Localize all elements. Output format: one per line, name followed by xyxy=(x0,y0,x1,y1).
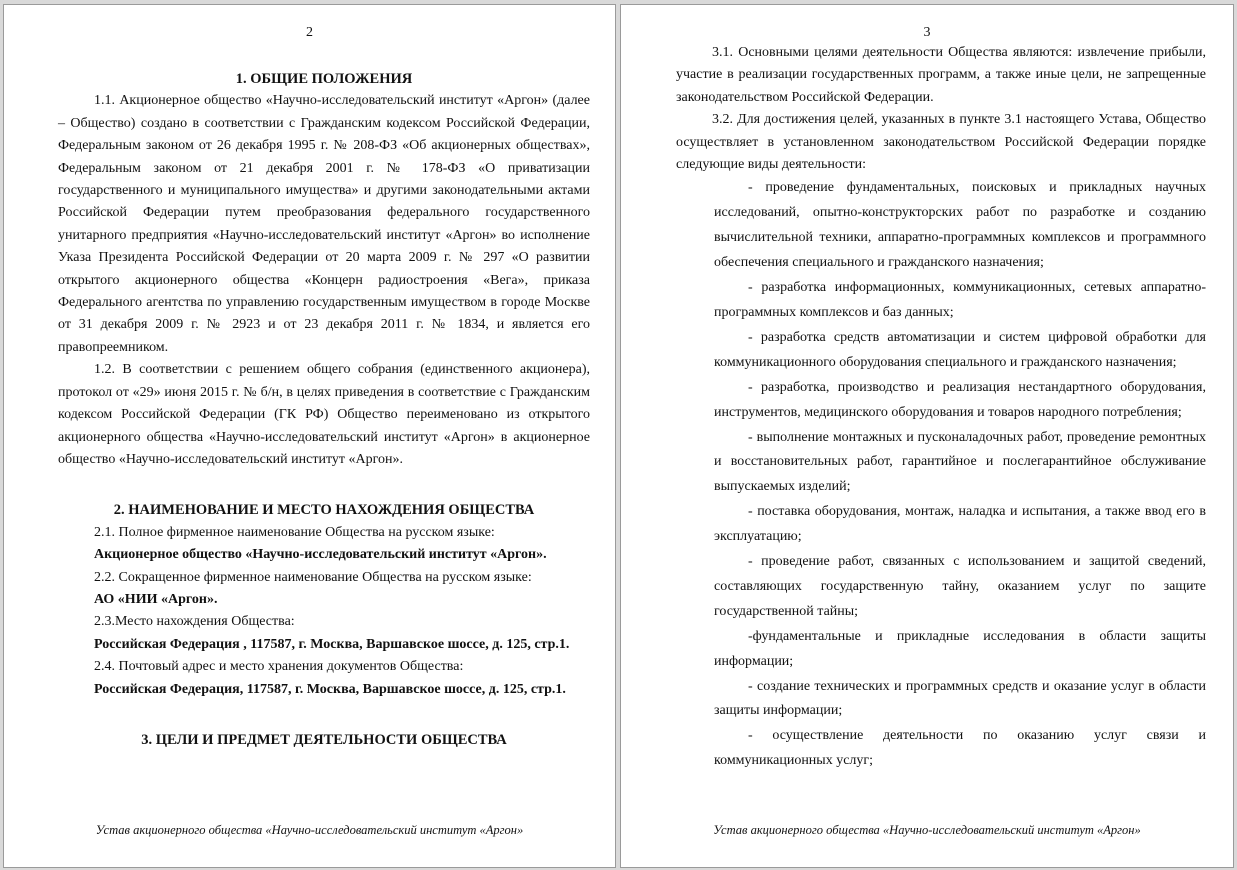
section-3-title: 3. ЦЕЛИ И ПРЕДМЕТ ДЕЯТЕЛЬНОСТИ ОБЩЕСТВА xyxy=(141,731,507,748)
list-item: - осуществление деятельности по оказанию услуг связи и коммуникационных услуг; xyxy=(714,728,1206,769)
paragraph-3-1: 3.1. Основными целями деятельности Общества являются: извлечение прибыли, участие в реализации государственных программ, а также иные цели, не запрещенные законодательством Российской Федерации. xyxy=(676,45,1206,105)
full-company-name: Акционерное общество «Научно-исследовательский институт «Аргон». xyxy=(94,547,547,563)
page-content xyxy=(58,5,590,751)
paragraph-2-2: 2.2. Сокращенное фирменное наименование Общества на русском языке: xyxy=(94,569,532,585)
page-footer: Устав акционерного общества «Научно-исследовательский институт «Аргон» xyxy=(95,823,524,837)
list-item: - проведение фундаментальных, поисковых и прикладных научных исследований, опытно-конструкторских работ по разработке и созданию вычислительной техники, аппаратно-программных комплексов и программного обеспечения специального и гражданского назначения; xyxy=(714,180,1206,271)
page-content xyxy=(676,42,1206,774)
short-company-name: АО «НИИ «Аргон». xyxy=(94,591,218,607)
paragraph-2-4: 2.4. Почтовый адрес и место хранения документов Общества: xyxy=(94,659,464,675)
section-1-title: 1. ОБЩИЕ ПОЛОЖЕНИЯ xyxy=(235,71,413,87)
document-page-left xyxy=(3,4,616,868)
paragraph-1-2: 1.2. В соответствии с решением общего собрания (единственного акционера), протокол от «29» июня 2015 г. № б/н, в целях приведения в соответствие с Гражданским кодексом Российской Федерации (ГК РФ) Общество переименовано из открытого акционерного общества «Научно-исследовательский институт «Аргон» в акционерное общество «Научно-исследовательский институт «Аргон». xyxy=(58,362,590,467)
page-number: 2 xyxy=(306,25,313,40)
paragraph-2-3: 2.3.Место нахождения Общества: xyxy=(94,614,295,630)
paragraph-1-1: 1.1. Акционерное общество «Научно-исследовательский институт «Аргон» (далее – Общество) создано в соответствии с Гражданским кодексом Российской Федерации, Федеральным законом от 26 декабря 1995 г. № 208-ФЗ «Об акционерных обществах», Федеральным законом от 21 декабря 2001 г. № 178-ФЗ «О приватизации государственного и муниципального имущества» и другими законодательными актами Российской Федерации путем преобразования федерального государственного унитарного предприятия «Научно-исследовательский институт «Аргон» во исполнение Указа Президента Российской Федерации от 20 марта 2009 г. № 297 «О развитии открытого акционерного общества «Концерн радиостроения «Вега», приказа Федерального агентства по управлению государственным имуществом в городе Москве от 31 декабря 2009 г. № 2923 и от 23 декабря 2011 г. № 1834, и является его правопреемником. xyxy=(58,93,590,355)
paragraph-3-2: 3.2. Для достижения целей, указанных в пункте 3.1 настоящего Устава, Общество осуществляет в установленном законодательством Российской Федерации порядке следующие виды деятельности: xyxy=(676,112,1206,173)
postal-address: Российская Федерация, 117587, г. Москва, Варшавское шоссе, д. 125, стр.1. xyxy=(94,681,566,697)
page-number: 3 xyxy=(923,25,931,40)
list-item: - разработка, производство и реализация нестандартного оборудования, инструментов, медицинского оборудования и товаров народного потребления; xyxy=(714,379,1206,420)
list-item: - разработка средств автоматизации и систем цифровой обработки для коммуникационного оборудования специального и гражданского назначения; xyxy=(714,329,1206,370)
page-footer: Устав акционерного общества «Научно-исследовательский институт «Аргон» xyxy=(713,823,1141,837)
list-item: - разработка информационных, коммуникационных, сетевых аппаратно-программных комплексов и баз данных; xyxy=(714,280,1206,320)
list-item: - поставка оборудования, монтаж, наладка и испытания, а также ввод его в эксплуатацию; xyxy=(714,504,1206,545)
section-2-title: 2. НАИМЕНОВАНИЕ И МЕСТО НАХОЖДЕНИЯ ОБЩЕСТВА xyxy=(113,502,535,519)
document-page-right xyxy=(620,4,1234,868)
list-item: - выполнение монтажных и пусконаладочных работ, проведение ремонтных и восстановительных работ, гарантийное и послегарантийное обслуживание выпускаемых изделий; xyxy=(714,429,1206,495)
paragraph-2-1: 2.1. Полное фирменное наименование Общества на русском языке: xyxy=(94,524,495,540)
list-item: -фундаментальные и прикладные исследования в области защиты информации; xyxy=(714,628,1206,669)
company-location: Российская Федерация , 117587, г. Москва, Варшавское шоссе, д. 125, стр.1. xyxy=(94,636,570,652)
list-item: - создание технических и программных средств и оказание услуг в области защиты информации; xyxy=(714,678,1206,719)
list-item: - проведение работ, связанных с использованием и защитой сведений, составляющих государственную тайну, оказанием услуг по защите государственной тайны; xyxy=(714,554,1206,619)
activity-list xyxy=(714,176,1206,774)
